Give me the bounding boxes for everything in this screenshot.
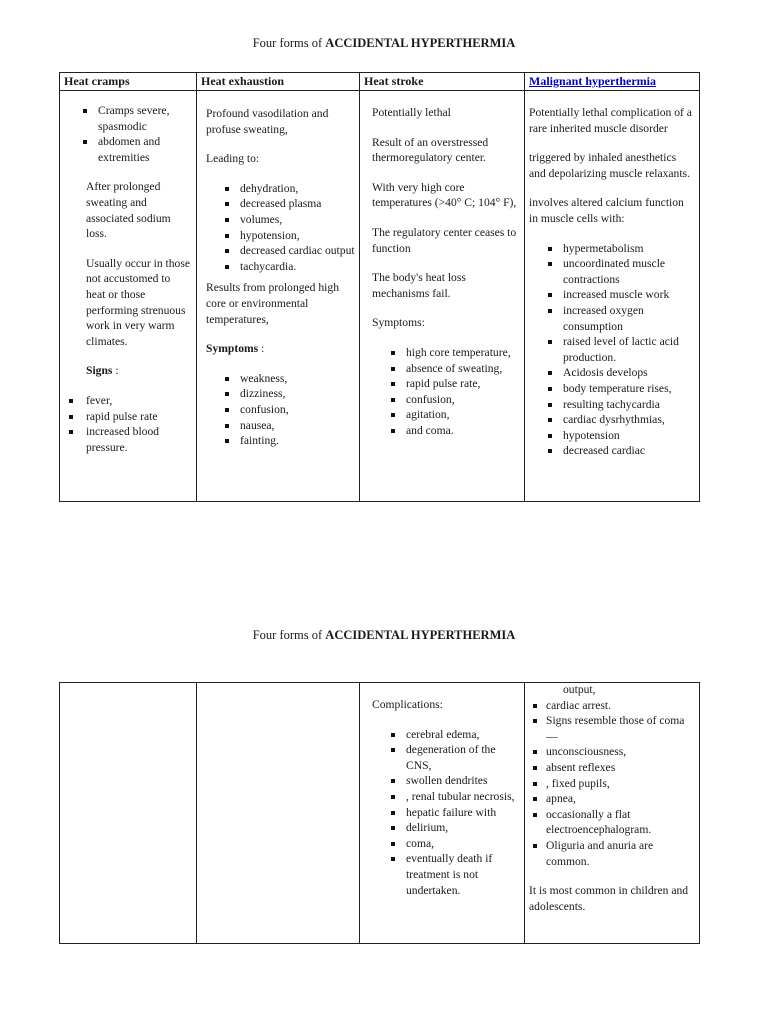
stroke-regulatory: The regulatory center ceases to function [372,225,517,255]
stroke-temperature: With very high core temperatures (>40° C; 104° F), [372,180,517,210]
list-item: Signs resemble those of coma— [529,713,695,744]
hyperthermia-table-2 [59,682,700,944]
list-item: cardiac arrest. [529,698,695,714]
list-item: absent reflexes [529,760,695,776]
list-item: Cramps severe, spasmodic [64,103,192,134]
title-prefix: Four forms of [252,628,326,642]
list-item: decreased plasma [206,196,355,212]
malignant-hyperthermia-link[interactable]: Malignant hyperthermia [529,74,656,88]
signs-colon: : [112,364,119,378]
list-item: agitation, [372,407,520,423]
heat-stroke-cell [360,91,525,502]
exhaustion-description: Profound vasodilation and profuse sweating, [206,107,329,136]
malignant-effects [529,241,695,459]
symptoms-label: Symptoms [206,342,259,356]
hyperthermia-table-1 [59,72,700,502]
header-heat-exhaustion: Heat exhaustion [197,73,360,91]
leading-to: Leading to: [206,152,260,166]
stroke-lethal: Potentially lethal [372,106,451,119]
list-item: fainting. [206,433,355,449]
list-item: and coma. [372,423,520,439]
list-item: fever, [64,393,192,409]
list-item: decreased cardiac [529,443,695,459]
signs-label: Signs [86,364,113,378]
symptoms-heading [206,341,355,357]
list-item: hypermetabolism [529,241,695,257]
signs-bullets [64,393,192,455]
cramps-occurrence: Usually occur in those not accustomed to heat or those performing strenuous work in very warm climates. [86,256,190,348]
list-item: coma, [372,836,520,852]
output-continuation: output, [563,683,596,696]
page-title-2 [0,628,768,643]
list-item: hypotension, [206,228,355,244]
title-prefix: Four forms of [252,36,326,50]
list-item: degeneration of the CNS, [372,742,520,773]
list-item: body temperature rises, [529,381,695,397]
list-item: apnea, [529,791,695,807]
list-item: hypotension [529,428,695,444]
header-heat-stroke: Heat stroke [360,73,525,91]
list-item: cardiac dysrhythmias, [529,412,695,428]
list-item: volumes, [206,212,355,228]
header-malignant-hyperthermia[interactable] [525,73,700,91]
page-title-1 [0,36,768,51]
list-item: high core temperature, [372,345,520,361]
malignant-continued-cell [525,683,700,944]
complications-list [372,727,520,899]
list-item: eventually death if treatment is not undertaken. [372,851,520,898]
list-item: decreased cardiac output [206,243,355,259]
list-item: increased muscle work [529,287,695,303]
table-body-row [60,683,700,944]
exhaustion-cause: Results from prolonged high core or environmental temperatures, [206,281,339,326]
list-item: unconsciousness, [529,744,695,760]
list-item: occasionally a flat electroencephalogram. [529,807,695,838]
complications-cell [360,683,525,944]
empty-cell [197,683,360,944]
list-item: weakness, [206,371,355,387]
symptoms-colon: : [258,342,265,356]
stroke-symptoms-heading: Symptoms: [372,316,425,330]
list-item: cerebral edema, [372,727,520,743]
list-item: hepatic failure with [372,805,520,821]
malignant-signs-list [529,698,695,870]
signs-heading [64,363,192,379]
list-item: delirium, [372,820,520,836]
list-item: confusion, [372,392,520,408]
exhaustion-effects [206,181,355,275]
list-item: rapid pulse rate [64,409,192,425]
title-bold: ACCIDENTAL HYPERTHERMIA [325,36,516,50]
exhaustion-symptoms [206,371,355,449]
list-item: tachycardia. [206,259,355,275]
list-item: confusion, [206,402,355,418]
list-item: resulting tachycardia [529,397,695,413]
stroke-heat-loss: The body's heat loss mechanisms fail. [372,271,466,300]
list-item: absence of sweating, [372,361,520,377]
list-item: dehydration, [206,181,355,197]
cramps-bullets [64,103,192,165]
stroke-cause: Result of an overstressed thermoregulatory center. [372,135,489,165]
list-item: , fixed pupils, [529,776,695,792]
list-item: uncoordinated muscle contractions [529,256,695,287]
heat-cramps-cell [60,91,197,502]
list-item: increased blood pressure. [64,424,192,455]
list-item: Acidosis develops [529,365,695,381]
empty-cell [60,683,197,944]
complications-heading: Complications: [372,698,443,711]
table-header-row [60,73,700,91]
title-bold: ACCIDENTAL HYPERTHERMIA [325,628,516,642]
list-item: raised level of lactic acid production. [529,334,695,365]
list-item: rapid pulse rate, [372,376,520,392]
table-body-row [60,91,700,502]
list-item: dizziness, [206,386,355,402]
list-item: increased oxygen consumption [529,303,695,334]
list-item: Oliguria and anuria are common. [529,838,695,869]
header-heat-cramps: Heat cramps [60,73,197,91]
malignant-hyperthermia-cell [525,91,700,502]
list-item: swollen dendrites [372,773,520,789]
list-item: nausea, [206,418,355,434]
malignant-trigger: triggered by inhaled anesthetics and depolarizing muscle relaxants. [529,151,690,180]
stroke-symptoms [372,345,520,439]
malignant-mechanism: involves altered calcium function in muscle cells with: [529,196,684,225]
list-item: , renal tubular necrosis, [372,789,520,805]
malignant-description: Potentially lethal complication of a rare inherited muscle disorder [529,106,692,135]
list-item: abdomen and extremities [64,134,192,165]
heat-exhaustion-cell [197,91,360,502]
malignant-prevalence: It is most common in children and adolescents. [529,884,689,913]
cramps-cause: After prolonged sweating and associated sodium loss. [86,180,171,241]
